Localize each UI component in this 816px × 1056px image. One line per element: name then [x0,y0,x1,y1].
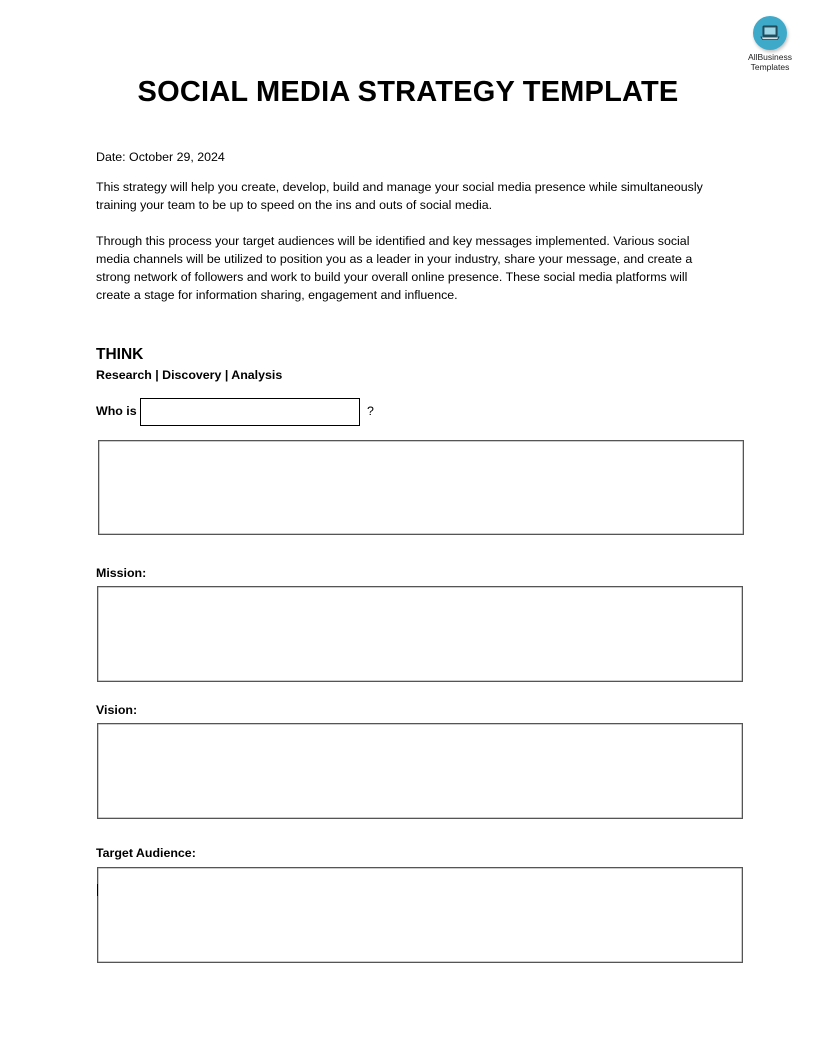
who-is-question-mark: ? [367,404,374,418]
target-audience-label: Target Audience: [96,846,196,860]
page-title: SOCIAL MEDIA STRATEGY TEMPLATE [137,76,679,108]
logo-text-line2: Templates [750,62,790,72]
who-is-input[interactable] [140,398,360,426]
text-cursor [97,884,98,896]
think-heading: THINK [96,346,144,363]
who-is-label: Who is [96,404,137,418]
intro-paragraph: This strategy will help you create, develop, build and manage your social media presence while simultaneously training your team to be up to speed on the ins and outs of social media. [96,180,703,212]
process-paragraph: Through this process your target audiences will be identified and key messages implemented. Various social media channels will be utilized to position you as a leader in your industry, share your message, and create a strong network of followers and work to build your overall online presence. These social media platforms will create a stage for information sharing, engagement and influence. [96,234,693,302]
allbusiness-logo [740,16,800,72]
who-is-answer-box[interactable] [98,440,744,535]
think-subheading: Research | Discovery | Analysis [96,368,283,382]
target-audience-box[interactable] [97,867,743,963]
vision-label: Vision: [96,703,138,717]
mission-label: Mission: [96,566,147,580]
mission-box[interactable] [97,586,743,682]
date-line: Date: October 29, 2024 [96,150,225,164]
logo-text-line1: AllBusiness [748,52,792,62]
vision-box[interactable] [97,723,743,819]
laptop-icon [753,16,787,50]
